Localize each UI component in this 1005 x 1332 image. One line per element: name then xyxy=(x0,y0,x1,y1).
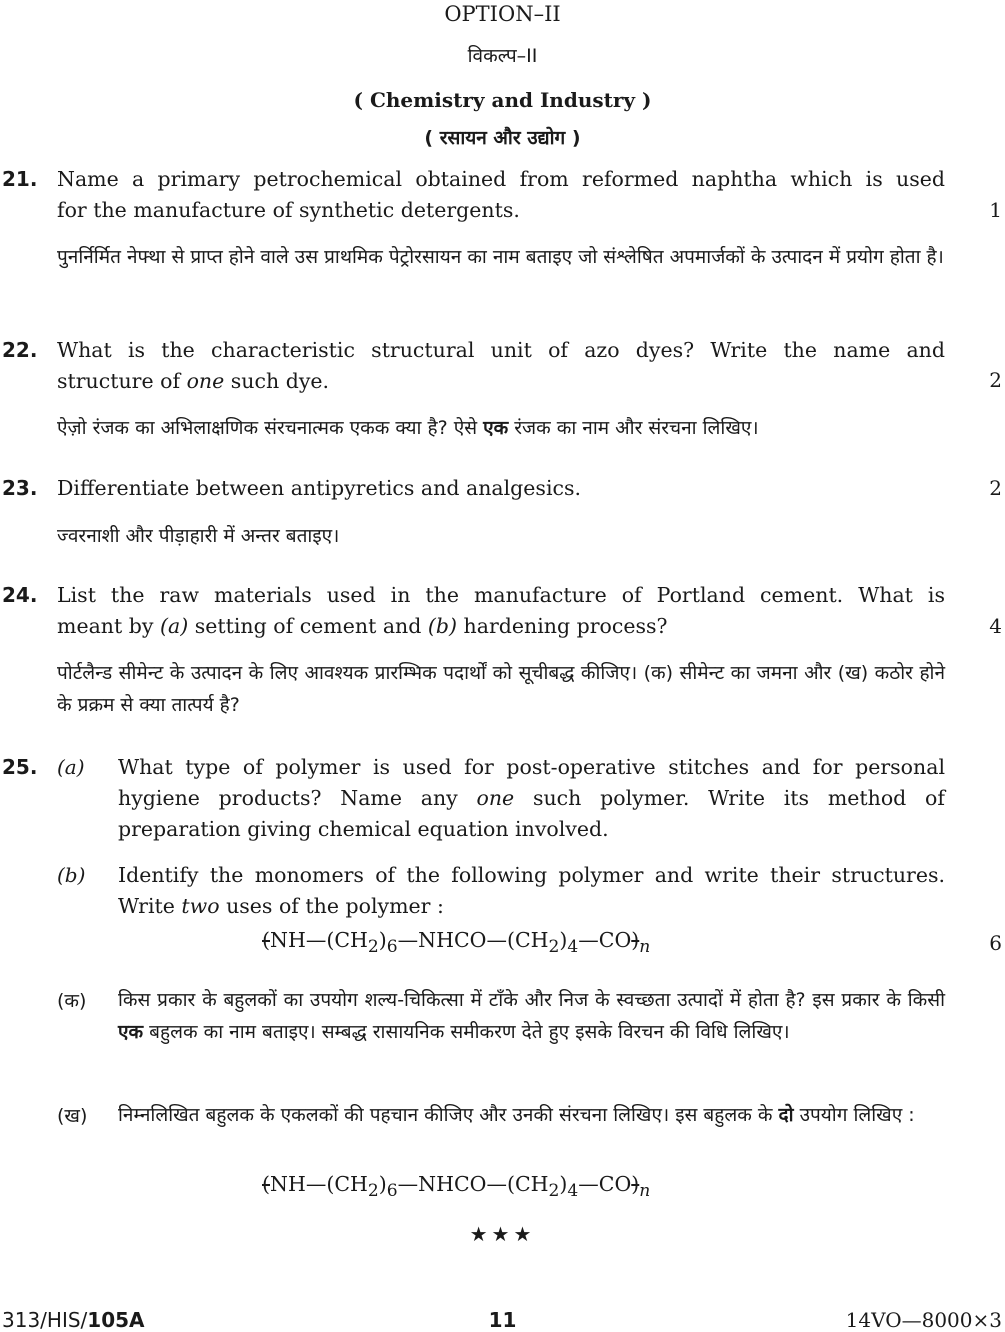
polymer-formula: $(NH—(CH_2)_6—NHCO—(CH_2)_4—CO)_n$ xyxy=(262,928,651,958)
text-line: Name a primary petrochemical obtained from reformed naphtha which is used xyxy=(57,167,945,191)
question-text-en xyxy=(57,580,945,642)
question-number: 25. xyxy=(2,755,38,779)
marks: 1 xyxy=(989,198,1002,222)
text-line: meant by (a) setting of cement and (b) hardening process? xyxy=(57,614,668,638)
part-b-label: (b) xyxy=(57,863,86,887)
question-text-hi: ऐज़ो रंजक का अभिलाक्षणिक संरचनात्मक एकक क्या है? ऐसे एक रंजक का नाम और संरचना लिखिए। xyxy=(57,417,759,439)
text-line: What is the characteristic structural unit of azo dyes? Write the name and xyxy=(57,338,945,362)
marks: 2 xyxy=(989,476,1002,500)
part-ka-text: किस प्रकार के बहुलकों का उपयोग शल्य-चिकित्सा में टाँके और निज के स्वच्छता उत्पादों में होता है? इस प्रकार के किसी एक बहुलक का नाम बताइए। सम्बद्ध रासायनिक समीकरण देते हुए इसके विरचन की विधि लिखिए। xyxy=(118,989,945,1043)
part-ka-label: (क) xyxy=(57,990,87,1012)
section-title-hindi: ( रसायन और उद्योग ) xyxy=(424,127,581,149)
end-marker: ★★★ xyxy=(469,1222,536,1246)
question-text-hi: ज्वरनाशी और पीड़ाहारी में अन्तर बताइए। xyxy=(57,525,340,547)
part-a-text xyxy=(118,752,945,845)
section-title: ( Chemistry and Industry ) xyxy=(353,88,652,112)
marks: 6 xyxy=(989,931,1002,955)
question-number: 24. xyxy=(2,583,38,607)
part-kha-text: निम्नलिखित बहुलक के एकलकों की पहचान कीजिए और उनकी संरचना लिखिए। इस बहुलक के दो उपयोग लिखिए : xyxy=(118,1104,915,1126)
option-heading: OPTION–II xyxy=(444,2,561,26)
question-number: 22. xyxy=(2,338,38,362)
text-line: What type of polymer is used for post-operative stitches and for personal xyxy=(118,755,945,779)
text-line: hygiene products? Name any one such polymer. Write its method of xyxy=(118,786,945,810)
print-code: 14VO—8000×3 xyxy=(845,1308,1002,1332)
question-number: 23. xyxy=(2,476,38,500)
paper-code: 313/HIS/105A xyxy=(2,1308,145,1332)
question-text-hi: पुनर्निर्मित नेफ्था से प्राप्त होने वाले उस प्राथमिक पेट्रोरसायन का नाम बताइए जो संश्लेषित अपमार्जकों के उत्पादन में प्रयोग होता है। xyxy=(57,246,944,268)
page-number: 11 xyxy=(488,1308,517,1332)
polymer-formula-hindi-section: $(NH—(CH_2)_6—NHCO—(CH_2)_4—CO)_n$ xyxy=(262,1172,651,1202)
option-heading-hindi: विकल्प–II xyxy=(467,45,538,67)
text-line: preparation giving chemical equation involved. xyxy=(118,817,609,841)
text-line: structure of one such dye. xyxy=(57,369,330,393)
marks: 4 xyxy=(989,614,1002,638)
text-line: for the manufacture of synthetic detergents. xyxy=(57,198,520,222)
part-b-text xyxy=(118,860,945,922)
text-line: Write two uses of the polymer : xyxy=(118,894,444,918)
question-text-en xyxy=(57,164,945,226)
text-line: List the raw materials used in the manufacture of Portland cement. What is xyxy=(57,583,945,607)
question-text-en: Differentiate between antipyretics and analgesics. xyxy=(57,476,582,500)
part-kha-label: (ख) xyxy=(57,1105,88,1127)
question-number: 21. xyxy=(2,167,38,191)
marks: 2 xyxy=(989,368,1002,392)
question-text-hi: पोर्टलैन्ड सीमेन्ट के उत्पादन के लिए आवश्यक प्रारम्भिक पदार्थों को सूचीबद्ध कीजिए। (क) सीमेन्ट का जमना और (ख) कठोर होने के प्रक्रम से क्या तात्पर्य है? xyxy=(57,662,945,716)
text-line: Identify the monomers of the following polymer and write their structures. xyxy=(118,863,945,887)
question-text-en xyxy=(57,335,945,397)
part-a-label: (a) xyxy=(57,755,85,779)
